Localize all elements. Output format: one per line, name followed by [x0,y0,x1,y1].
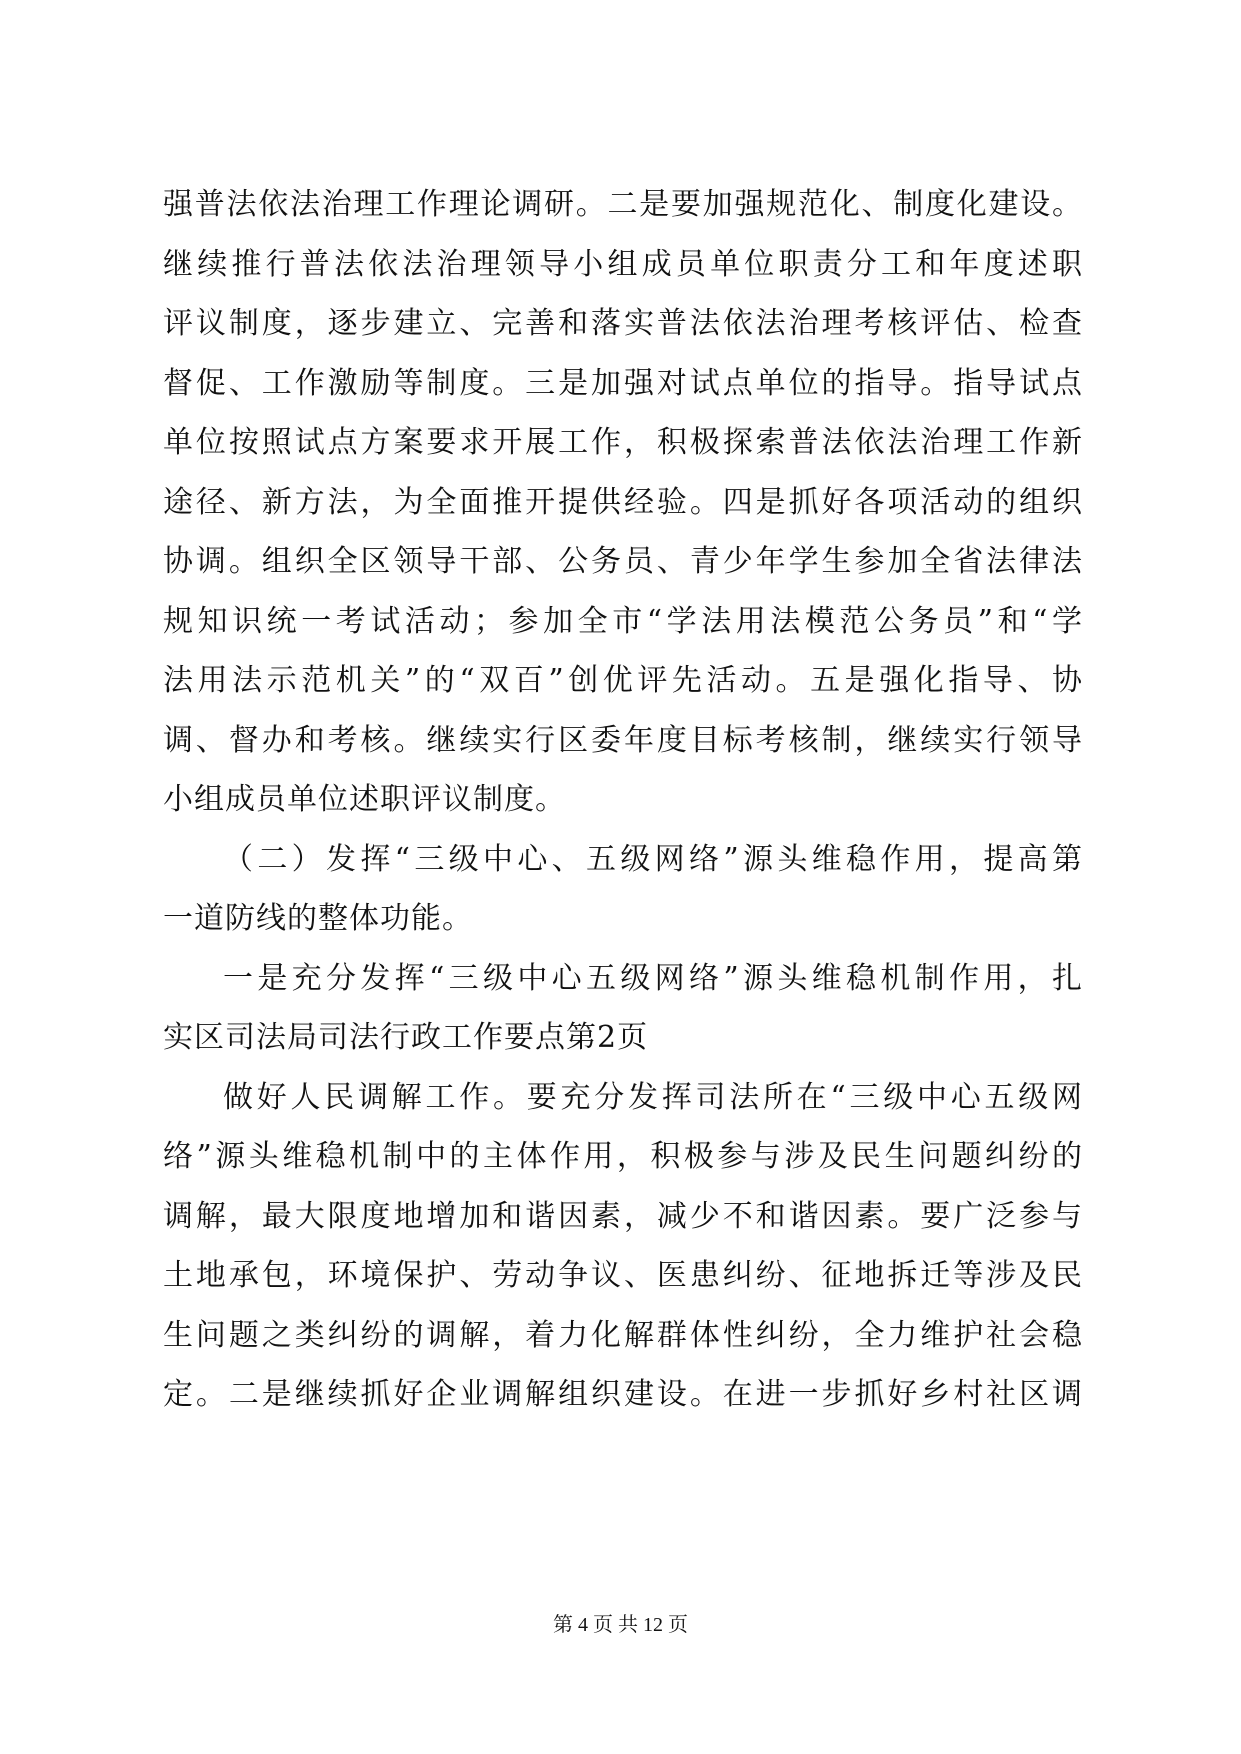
text-line: 协调。组织全区领导干部、公务员、青少年学生参加全省法律法 [163,544,1083,579]
text-line: 调解，最大限度地增加和谐因素，减少不和谐因素。要广泛参与 [163,1198,1083,1234]
section-heading-line: 一道防线的整体功能。 [163,901,473,936]
text-line: 调、督办和考核。继续实行区委年度目标考核制，继续实行领导 [163,722,1083,758]
text-line: 做好人民调解工作。要充分发挥司法所在“三级中心五级网 [223,1079,1083,1115]
text-line: 一是充分发挥“三级中心五级网络”源头维稳机制作用，扎 [223,960,1083,996]
section-heading-line: （二）发挥“三级中心、五级网络”源头维稳作用，提高第 [223,841,1083,877]
text-line: 实区司法局司法行政工作要点第2页 [163,1020,649,1055]
text-line: 生问题之类纠纷的调解，着力化解群体性纠纷，全力维护社会稳 [163,1317,1083,1353]
body-text [163,187,1083,1440]
text-line: 继续推行普法依法治理领导小组成员单位职责分工和年度述职 [163,246,1083,282]
text-line: 络”源头维稳机制中的主体作用，积极参与涉及民生问题纠纷的 [163,1139,1083,1174]
text-line: 小组成员单位述职评议制度。 [163,782,566,817]
text-line: 规知识统一考试活动；参加全市“学法用法模范公务员”和“学 [163,603,1083,639]
text-line: 定。二是继续抓好企业调解组织建设。在进一步抓好乡村社区调 [163,1377,1083,1412]
text-line: 土地承包，环境保护、劳动争议、医患纠纷、征地拆迁等涉及民 [163,1258,1083,1293]
text-line: 途径、新方法，为全面推开提供经验。四是抓好各项活动的组织 [163,484,1083,520]
text-line: 法用法示范机关”的“双百”创优评先活动。五是强化指导、协 [163,663,1083,698]
text-line: 单位按照试点方案要求开展工作，积极探索普法依法治理工作新 [163,425,1083,460]
page-number-footer: 第 4 页 共 12 页 [553,1614,688,1636]
text-line: 评议制度，逐步建立、完善和落实普法依法治理考核评估、检查 [163,306,1083,341]
text-line: 强普法依法治理工作理论调研。二是要加强规范化、制度化建设。 [163,187,1083,222]
text-line: 督促、工作激励等制度。三是加强对试点单位的指导。指导试点 [163,365,1083,401]
